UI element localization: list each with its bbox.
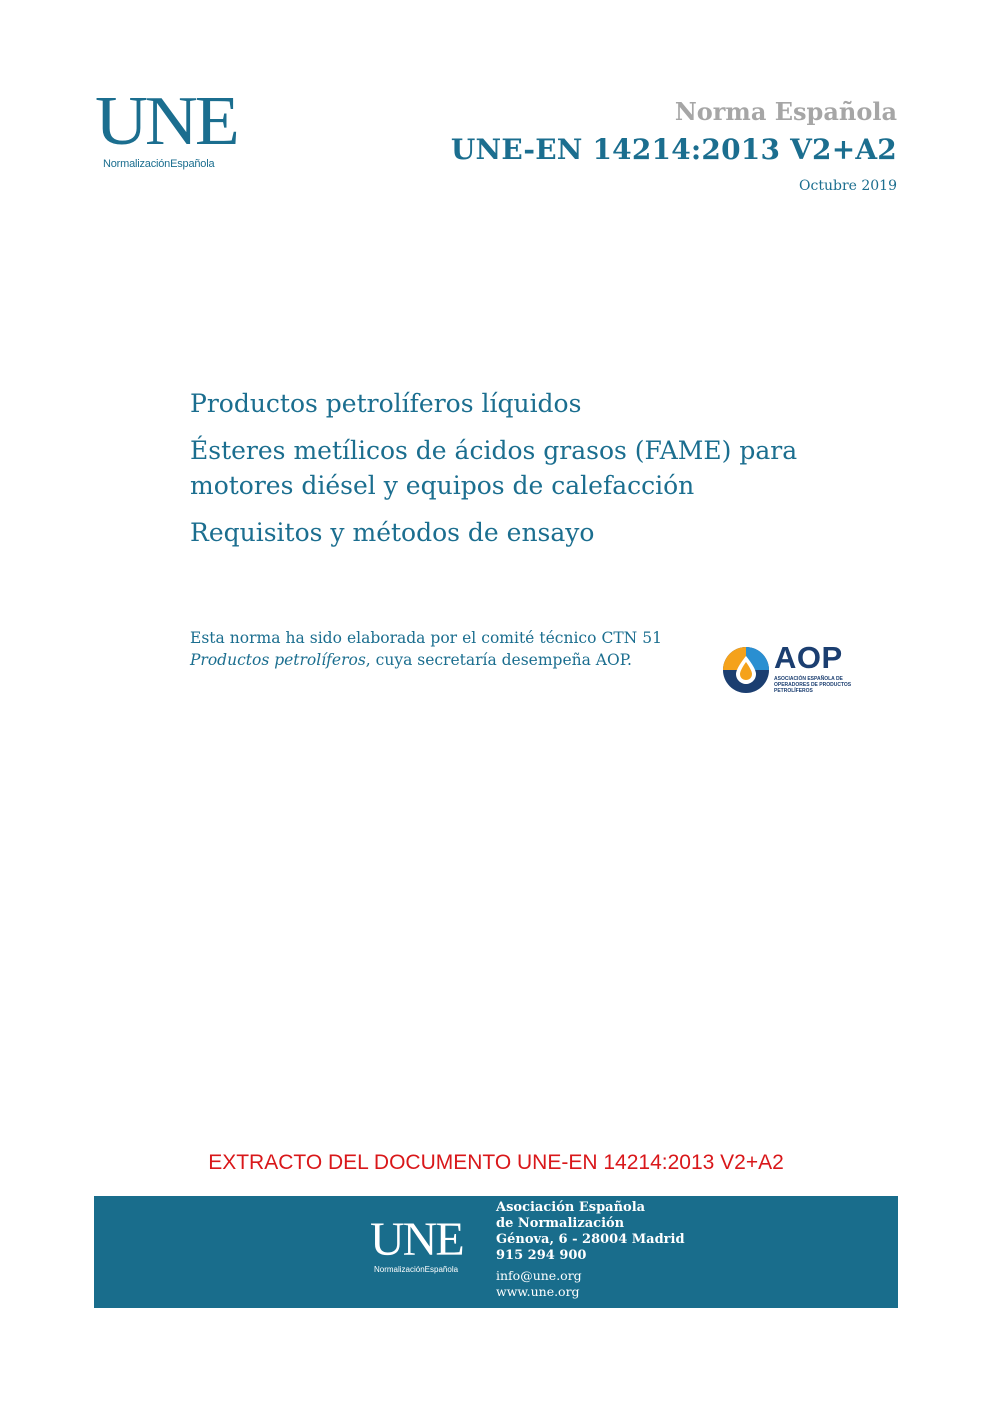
extract-heading: EXTRACTO DEL DOCUMENTO UNE-EN 14214:2013 V2+A2	[208, 1151, 784, 1174]
footer-web[interactable]: www.une.org	[496, 1284, 580, 1299]
footer-address-block	[496, 1200, 685, 1264]
une-logo	[95, 83, 240, 174]
une-logo-letters: UNE	[95, 83, 237, 160]
footer-email[interactable]: info@une.org	[496, 1268, 582, 1283]
footer-org-line-2: de Normalización	[496, 1216, 625, 1231]
document-titles	[190, 386, 830, 562]
une-logo-tagline-b: Española	[170, 158, 215, 170]
footer-une-logo	[370, 1213, 480, 1274]
title-line-1: Productos petrolíferos líquidos	[190, 389, 582, 418]
standard-code: UNE-EN 14214:2013 V2+A2	[450, 133, 897, 166]
title-line-3: Requisitos y métodos de ensayo	[190, 518, 595, 547]
aop-name: AOP	[774, 640, 843, 675]
committee-text-b: , cuya secretaría desempeña AOP.	[365, 651, 632, 669]
publication-date: Octubre 2019	[799, 178, 897, 194]
aop-logo	[722, 640, 867, 700]
footer-contact-block	[496, 1268, 582, 1300]
committee-text-a: Esta norma ha sido elaborada por el comité técnico CTN 51	[190, 629, 662, 647]
aop-subtitle: ASOCIACIÓN ESPAÑOLA DE OPERADORES DE PRODUCTOS PETROLÍFEROS	[774, 676, 852, 694]
footer-logo-letters: UNE	[370, 1213, 463, 1266]
norma-label: Norma Española	[674, 97, 897, 126]
footer-phone: 915 294 900	[496, 1248, 587, 1263]
committee-statement	[190, 627, 662, 671]
footer-org-line-1: Asociación Española	[496, 1200, 646, 1215]
footer-logo-tagline: NormalizaciónEspañola	[374, 1265, 459, 1274]
aop-drop-icon	[722, 640, 770, 696]
committee-name: Productos petrolíferos	[190, 651, 366, 669]
footer-address: Génova, 6 - 28004 Madrid	[496, 1232, 685, 1247]
footer-band	[94, 1196, 898, 1308]
une-logo-tagline-a: Normalización	[103, 158, 171, 170]
title-line-2: Ésteres metílicos de ácidos grasos (FAME) para motores diésel y equipos de calefacción	[190, 436, 798, 500]
